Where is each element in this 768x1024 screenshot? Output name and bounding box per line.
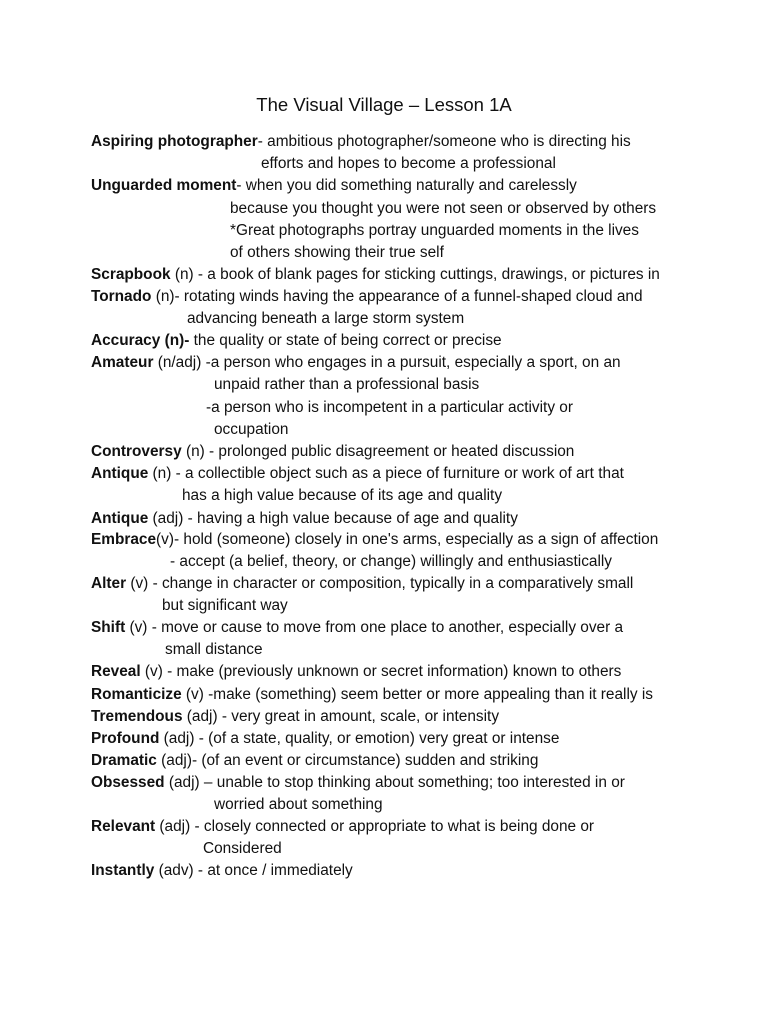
line-32: [91, 816, 594, 838]
definition-text: (n/adj) -a person who engages in a pursuit, especially a sport, on an: [153, 354, 621, 371]
line-13: [206, 397, 573, 419]
definition-text: (v) - make (previously unknown or secret information) known to others: [140, 663, 622, 680]
line-16: [91, 463, 624, 485]
term: Dramatic: [91, 752, 157, 769]
definition-text: small distance: [165, 641, 263, 658]
term: Embrace: [91, 531, 157, 548]
definition-text: unpaid rather than a professional basis: [214, 376, 480, 393]
line-26: [91, 684, 653, 706]
definition-text: (adj) - very great in amount, scale, or intensity: [182, 708, 500, 725]
term: Tornado: [91, 288, 152, 305]
line-20: [170, 551, 612, 573]
term: Profound: [91, 730, 160, 747]
line-24: [165, 639, 263, 661]
line-28: [91, 728, 559, 750]
definition-text: worried about something: [214, 796, 383, 813]
definition-text: has a high value because of its age and quality: [182, 487, 503, 504]
definition-text: efforts and hopes to become a professional: [261, 155, 556, 172]
line-4: [230, 198, 656, 220]
line-2: [261, 153, 556, 175]
line-8: [91, 286, 643, 308]
line-9: [187, 308, 464, 330]
definition-text: - ambitious photographer/someone who is directing his: [257, 133, 631, 150]
line-5: [230, 220, 639, 242]
line-30: [91, 772, 625, 794]
line-25: [91, 661, 621, 683]
definition-text: - accept (a belief, theory, or change) willingly and enthusiastically: [170, 553, 612, 570]
definition-text: of others showing their true self: [230, 244, 444, 261]
page-title: The Visual Village – Lesson 1A: [256, 94, 512, 115]
line-10: [91, 330, 502, 352]
line-15: [91, 441, 574, 463]
term: Romanticize: [91, 686, 182, 703]
definition-text: because you thought you were not seen or observed by others: [230, 200, 657, 217]
line-34: [91, 860, 353, 882]
term: Alter: [91, 575, 127, 592]
term: Reveal: [91, 663, 141, 680]
definition-text: but significant way: [162, 597, 288, 614]
definition-text: (adj)- (of an event or circumstance) sudden and striking: [156, 752, 539, 769]
definition-text: -a person who is incompetent in a particular activity or: [206, 399, 573, 416]
term: Unguarded moment: [91, 177, 237, 194]
term: Shift: [91, 619, 126, 636]
term: Aspiring photographer: [91, 133, 258, 150]
definition-text: (n) - prolonged public disagreement or heated discussion: [181, 443, 575, 460]
definition-text: *Great photographs portray unguarded moments in the lives: [230, 222, 639, 239]
definition-text: (n)- rotating winds having the appearance of a funnel-shaped cloud and: [151, 288, 643, 305]
line-1: [91, 131, 631, 153]
definition-text: occupation: [214, 421, 289, 438]
term: Scrapbook: [91, 266, 171, 283]
definition-text: (adj) - having a high value because of age and quality: [148, 510, 518, 527]
definition-text: (n) - a collectible object such as a piece of furniture or work of art that: [148, 465, 624, 482]
line-17: [182, 485, 502, 507]
term: Amateur: [91, 354, 154, 371]
definition-text: the quality or state of being correct or precise: [189, 332, 502, 349]
definition-text: Considered: [203, 840, 282, 857]
line-29: [91, 750, 538, 772]
line-19: [91, 529, 658, 551]
line-3: [91, 175, 577, 197]
line-31: [214, 794, 383, 816]
term: Obsessed: [91, 774, 165, 791]
term: Instantly: [91, 862, 155, 879]
definition-text: advancing beneath a large storm system: [187, 310, 465, 327]
line-14: [214, 419, 288, 441]
term: Antique: [91, 510, 149, 527]
line-6: [230, 242, 444, 264]
line-7: [91, 264, 660, 286]
line-11: [91, 352, 621, 374]
line-27: [91, 706, 499, 728]
term: Antique: [91, 465, 149, 482]
line-18: [91, 508, 518, 530]
definition-text: (v) - change in character or composition, typically in a comparatively small: [126, 575, 634, 592]
line-22: [162, 595, 288, 617]
definition-text: (n) - a book of blank pages for sticking cuttings, drawings, or pictures in: [170, 266, 660, 283]
line-21: [91, 573, 633, 595]
line-33: [203, 838, 282, 860]
definition-text: (adj) - (of a state, quality, or emotion) very great or intense: [159, 730, 560, 747]
definition-text: (v)- hold (someone) closely in one's arms, especially as a sign of affection: [156, 531, 659, 548]
term: Accuracy (n)-: [91, 332, 190, 349]
definition-text: - when you did something naturally and carelessly: [236, 177, 577, 194]
definition-text: (adv) - at once / immediately: [154, 862, 353, 879]
line-12: [214, 374, 479, 396]
definition-text: (adj) - closely connected or appropriate to what is being done or: [155, 818, 595, 835]
definition-text: (v) -make (something) seem better or more appealing than it really is: [181, 686, 653, 703]
term: Tremendous: [91, 708, 183, 725]
term: Controversy: [91, 443, 182, 460]
definition-text: (adj) – unable to stop thinking about something; too interested in or: [164, 774, 625, 791]
definition-text: (v) - move or cause to move from one place to another, especially over a: [125, 619, 624, 636]
line-23: [91, 617, 623, 639]
term: Relevant: [91, 818, 156, 835]
